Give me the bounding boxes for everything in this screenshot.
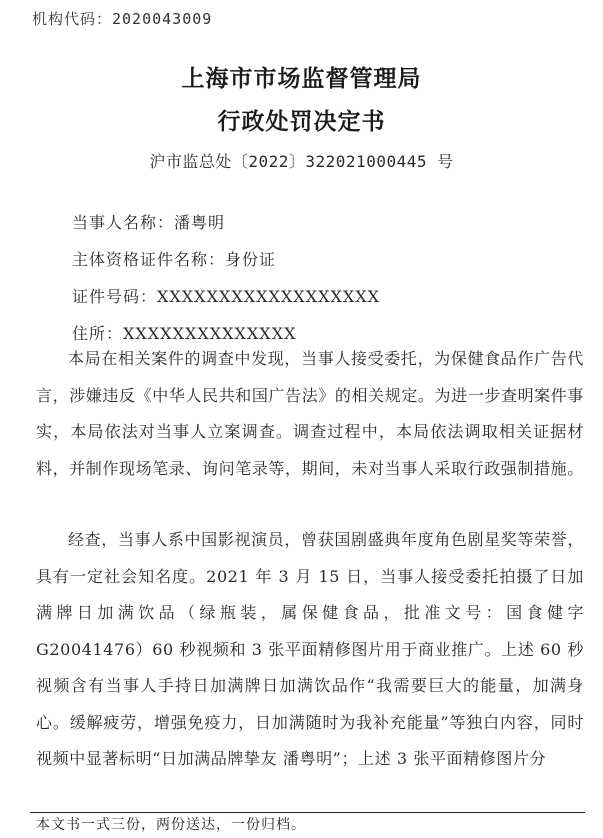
party-name-field: 当事人名称：潘粤明 — [72, 213, 226, 232]
footer-note: 本文书一式三份，两份送达，一份归档。 — [36, 817, 306, 833]
id-number-field: 证件号码：XXXXXXXXXXXXXXXXXX — [72, 287, 381, 306]
paragraph-text: 本局在相关案件的调查中发现，当事人接受委托，为保健食品作广告代言，涉嫌违反《中华人民共和国广告法》的相关规定。为进一步查明案件事实，本局依法对当事人立案调查。调查过程中，本局依法调取相关证据材料，并制作现场笔录、询问笔录等，期间，未对当事人采取行政强制措施。 — [36, 349, 584, 478]
address-field: 住所：XXXXXXXXXXXXXX — [72, 324, 297, 343]
document-number: 沪市监总处〔2022〕322021000445 号 — [149, 152, 454, 171]
org-code: 机构代码：2020043009 — [32, 10, 213, 28]
issuing-authority-title: 上海市市场监督管理局 — [181, 65, 422, 92]
footer-divider — [30, 812, 585, 813]
document-type-title: 行政处罚决定书 — [217, 108, 386, 135]
paragraph-investigation — [36, 341, 584, 487]
paragraph-findings — [36, 522, 584, 778]
id-type-field: 主体资格证件名称：身份证 — [72, 250, 277, 269]
paragraph-text: 经查，当事人系中国影视演员，曾获国剧盛典年度角色剧星奖等荣誉，具有一定社会知名度。2021 年 3 月 15 日，当事人接受委托拍摄了日加满牌日加满饮品（绿瓶装，属保健食品，批准文号：国食健字 G20041476）60 秒视频和 3 张平面精修图片用于商业推广。上述 60 秒视频含有当事人手持日加满牌日加满饮品作“我需要巨大的能量，加满身心。缓解疲劳，增强免疫力，日加满随时为我补充能量”等独白内容，同时视频中显著标明“日加满品牌挚友 潘粤明”；上述 3 张平面精修图片分 — [36, 530, 584, 768]
